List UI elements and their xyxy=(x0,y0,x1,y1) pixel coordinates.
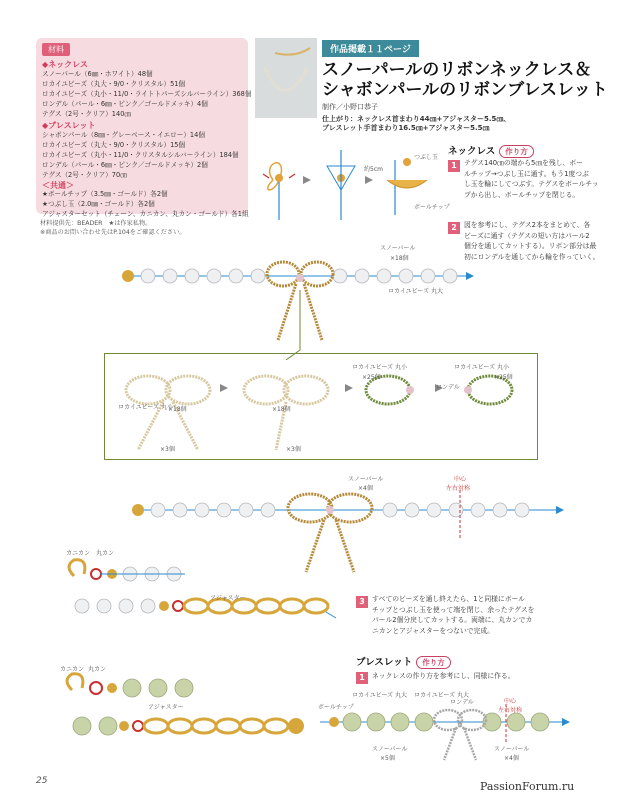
count-label: ×25個 xyxy=(362,374,381,381)
count-label: ×3個 xyxy=(286,446,301,453)
step1-diagram xyxy=(255,140,435,230)
kanikan-label: カニカン xyxy=(60,666,85,673)
finished-size-1: 仕上がり：ネックレス首まわり44㎝+アジャスター5.5㎝、 xyxy=(322,115,511,123)
step-line: し玉を輪にしてつぶす。テグスをボールチッ xyxy=(464,180,599,188)
necklace-clasp-diagram xyxy=(60,556,350,626)
kanikan-icon xyxy=(67,674,83,690)
rondel-label: ロンデル xyxy=(450,699,474,706)
count-label: ×5個 xyxy=(380,755,395,762)
material-item: ★ボールチップ（3.5㎜・ゴールド）各2個 xyxy=(42,190,168,198)
rocaille-sho-label: ロカイユビーズ 丸小 xyxy=(454,364,509,371)
count-label: ×4個 xyxy=(358,485,373,492)
symmetric-label: 左右対称 xyxy=(498,707,523,714)
count-label: ×18個 xyxy=(168,406,187,413)
knot-loop-figure xyxy=(263,163,295,220)
step-line: ビーズに通す（テグスの短い方はパール2 xyxy=(464,231,590,240)
rocaille-dai-label: ロカイユビーズ 丸大 xyxy=(414,692,469,699)
page-number: 25 xyxy=(36,776,48,786)
marukan-icon xyxy=(90,682,102,694)
necklace-materials-list xyxy=(42,69,251,119)
howto-badge: 作り方 xyxy=(416,656,451,669)
symmetric-label: 左右対称 xyxy=(446,485,471,492)
material-item: シャボンパール（8㎜・グレーベース・イエロー）14個 xyxy=(42,131,205,139)
material-item: ロカイユビーズ（丸小・11/0・ライトトパーズシルバーライン）368個 xyxy=(42,90,252,98)
step-line: チップとつぶし玉を使って端を閉じ、余ったテグスを xyxy=(372,605,535,614)
material-item: ロカイユビーズ（丸大・9/0・クリスタル）15個 xyxy=(42,141,186,149)
step-number: 3 xyxy=(356,596,368,608)
count-label: ×4個 xyxy=(504,755,519,762)
rocaille-sho-label: ロカイユビーズ 丸小 xyxy=(352,364,407,371)
step-line: 図を参考にし、テグス2本をまとめて、各 xyxy=(464,221,591,229)
step-number: 2 xyxy=(448,222,460,234)
rondel-label: ロンデル xyxy=(436,384,460,391)
bracelet-materials-heading: ◆ブレスレット xyxy=(42,121,96,130)
count-label: ×25個 xyxy=(494,374,513,381)
bracelet-heading xyxy=(356,654,451,669)
material-item: ロンデル（パール・6㎜・ピンク／ゴールドメッキ）2個 xyxy=(42,161,208,169)
snow-pearl-label: スノーパール xyxy=(372,746,408,753)
rocaille-dai-label: ロカイユビーズ 丸大 xyxy=(352,692,407,699)
marukan-label: 丸カン xyxy=(96,550,115,557)
count-label: ×18個 xyxy=(272,406,291,413)
necklace-bead-row-1 xyxy=(100,250,580,360)
necklace-heading xyxy=(448,143,534,158)
bracelet-clasp-diagram xyxy=(60,664,330,774)
step-line: ニカンとアジャスターをつないで完成。 xyxy=(372,626,494,635)
material-item: スノーパール（6㎜・ホワイト）48個 xyxy=(42,70,153,78)
step-line: テグス140㎝の端から5㎝を残し、ボー xyxy=(464,159,583,167)
arrow-icon xyxy=(345,384,353,392)
title-line-1: スノーパールのリボンネックレス＆ xyxy=(322,60,592,80)
adjuster-label: アジャスター xyxy=(148,704,184,711)
ballchip-label: ボールチップ xyxy=(414,204,450,211)
supplier-note: 材料提供先：BEADER ★は作家私物。 xyxy=(40,220,152,227)
step-line: パール2個分戻してカットする。両端に、丸カンでカ xyxy=(372,616,533,624)
material-item: テグス（2号・クリア）140㎝ xyxy=(42,110,131,118)
snow-pearl-label: スノーパール xyxy=(348,476,384,483)
step-line: ルチップ→つぶし玉に通す。もう1度つぶ xyxy=(464,169,589,178)
center-label: 中心 xyxy=(454,476,467,483)
kanikan-icon xyxy=(69,560,85,576)
author-credit: 制作／小野口恭子 xyxy=(322,103,378,111)
material-item: ロンデル（パール・6㎜・ピンク／ゴールドメッキ）4個 xyxy=(42,100,208,108)
necklace-step3-text xyxy=(372,594,534,636)
five-cm-label: 約5cm xyxy=(364,166,383,173)
material-item: テグス（2号・クリア）70㎝ xyxy=(42,171,127,179)
step-line: すべてのビーズを通し終えたら、1と同様にボール xyxy=(372,595,525,603)
center-label: 中心 xyxy=(504,698,517,705)
necklace-step1-text xyxy=(464,158,599,200)
snow-pearl-label: スノーパール xyxy=(380,245,416,252)
bracelet-materials-list xyxy=(42,130,239,180)
bracelet-bead-row xyxy=(316,700,578,764)
ballchip-label: ボールチップ xyxy=(318,704,354,711)
count-label: ×3個 xyxy=(160,446,175,453)
contact-note: ※商品のお問い合わせ先はP.104をご確認ください。 xyxy=(40,229,186,236)
bracelet-heading-text: ブレスレット xyxy=(356,657,413,668)
common-materials-list xyxy=(42,189,249,219)
step-number: 1 xyxy=(356,672,368,684)
step-line: 個分を通してカットする）。リボン部分は最 xyxy=(464,242,597,250)
arrow-icon xyxy=(220,384,228,392)
tsubushi-label: つぶし玉 xyxy=(414,154,439,161)
bracelet-step1-text: ネックレスの作り方を参考にし、同様に作る。 xyxy=(372,672,515,680)
necklace-heading-text: ネックレス xyxy=(448,146,496,157)
adjuster-label: アジャスター xyxy=(210,595,246,602)
rocaille-sho-label: ロカイユビーズ 丸小 xyxy=(118,404,173,411)
necklace-photo-image xyxy=(255,38,317,118)
step-line: 初にロンデルを通してから輪を作っていく。 xyxy=(464,252,600,261)
ballchip-figure-a xyxy=(327,150,355,220)
arrow-icon xyxy=(365,176,373,184)
count-label: ×18個 xyxy=(390,255,409,262)
step-number: 1 xyxy=(448,160,460,172)
title-line-2: シャボンパールのリボンブレスレット xyxy=(322,80,608,100)
material-item: ロカイユビーズ（丸大・9/0・クリスタル）51個 xyxy=(42,80,186,88)
material-item: ★つぶし玉（2.0㎜・ゴールド）各2個 xyxy=(42,200,155,208)
howto-badge: 作り方 xyxy=(499,145,534,158)
necklace-materials-heading: ◆ネックレス xyxy=(42,60,88,69)
material-item: アジャスターセット（チェーン、カニカン、丸カン・ゴールド）各1組 xyxy=(42,210,249,218)
common-materials-heading: ＜共通＞ xyxy=(42,181,74,190)
watermark: PassionForum.ru xyxy=(480,780,575,793)
kanikan-label: カニカン xyxy=(66,550,91,557)
materials-tag: 材料 xyxy=(42,43,70,56)
material-item: ロカイユビーズ（丸小・11/0・クリスタルシルバーライン）184個 xyxy=(42,151,239,159)
finished-size-2: ブレスレット手首まわり16.5㎝+アジャスター5.5㎝ xyxy=(322,124,490,132)
page-reference-tag: 作品掲載１１ページ xyxy=(322,40,419,57)
step-line: プから出し、ボールチップを閉じる。 xyxy=(464,190,580,199)
product-photo xyxy=(255,38,317,118)
page-title xyxy=(322,60,608,100)
arrow-icon xyxy=(303,176,311,184)
marukan-icon xyxy=(91,569,101,579)
marukan-label: 丸カン xyxy=(88,666,107,673)
rocaille-dai-label: ロカイユビーズ 丸大 xyxy=(388,288,443,295)
snow-pearl-label: スノーパール xyxy=(494,746,530,753)
